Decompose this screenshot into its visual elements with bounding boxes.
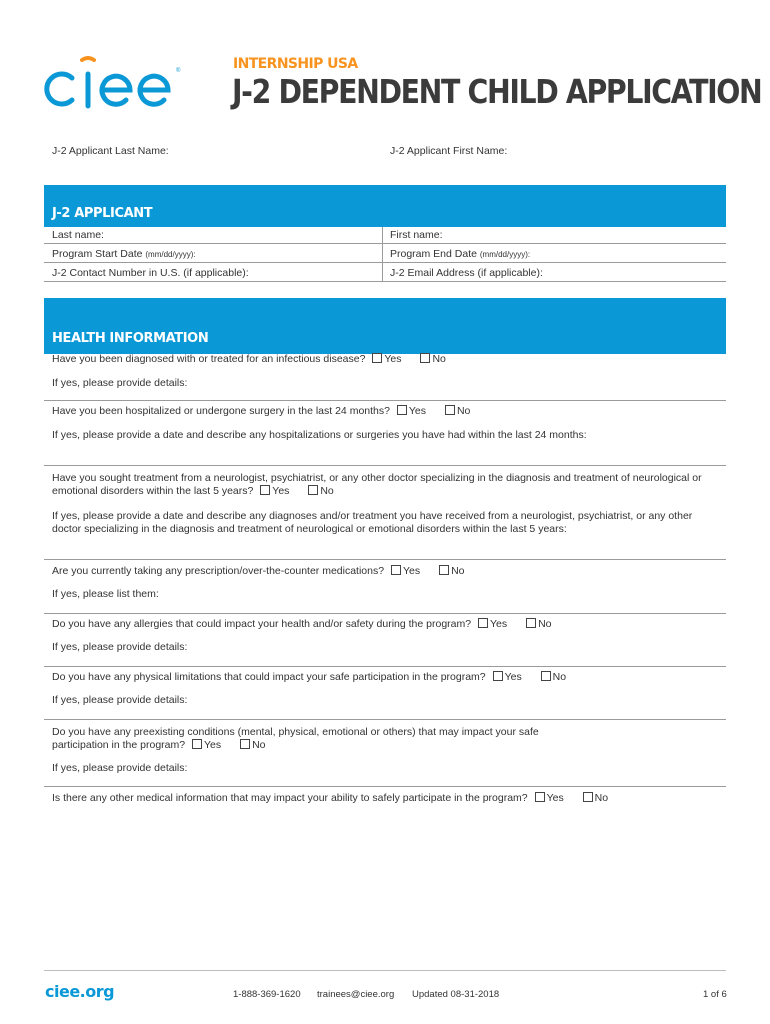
footer-updated: Updated 08-31-2018 <box>412 989 500 1000</box>
details-field-q1[interactable]: If yes, please provide details: <box>52 377 188 389</box>
question-allergies <box>52 618 724 631</box>
checkbox-icon[interactable] <box>192 739 202 749</box>
start-date-label: Program Start Date <box>52 248 143 260</box>
start-date-format: (mm/dd/yyyy): <box>145 250 196 259</box>
email-address-field[interactable]: J-2 Email Address (if applicable): <box>390 267 543 279</box>
details-field-q5[interactable]: If yes, please provide details: <box>52 641 188 653</box>
question-text: Are you currently taking any prescription/over-the-counter medications? <box>52 565 385 577</box>
checkbox-icon[interactable] <box>541 671 551 681</box>
yes-option[interactable]: Yes <box>188 739 221 752</box>
footer-email: trainees@ciee.org <box>317 989 395 1000</box>
no-option[interactable]: No <box>435 565 464 578</box>
program-start-date-field[interactable] <box>52 248 196 260</box>
question-text: Have you been hospitalized or undergone surgery in the last 24 months? <box>52 405 390 417</box>
checkbox-icon[interactable] <box>493 671 503 681</box>
checkbox-icon[interactable] <box>445 405 455 415</box>
no-option[interactable]: No <box>236 739 265 752</box>
logo-letter-e2 <box>140 76 168 104</box>
question-preexisting-conditions <box>52 726 552 752</box>
yes-option[interactable]: Yes <box>474 618 507 631</box>
no-option[interactable]: No <box>579 792 608 805</box>
question-medications <box>52 565 724 578</box>
checkbox-icon[interactable] <box>535 792 545 802</box>
details-field-q2[interactable]: If yes, please provide a date and describe any hospitalizations or surgeries you have had within the last 24 months: <box>52 429 587 441</box>
details-field-q4[interactable]: If yes, please list them: <box>52 588 159 600</box>
yes-option[interactable]: Yes <box>387 565 420 578</box>
checkbox-icon[interactable] <box>260 485 270 495</box>
question-neurologist <box>52 472 724 498</box>
yes-option[interactable]: Yes <box>531 792 564 805</box>
logo-smile <box>82 58 94 60</box>
question-text: Have you sought treatment from a neurologist, psychiatrist, or any other doctor specializing in the diagnosis and treatment of neurological or emotional disorders within the last 5 years? <box>52 472 702 497</box>
health-section-heading: HEALTH INFORMATION <box>52 331 209 346</box>
no-option[interactable]: No <box>416 353 445 366</box>
question-text: Have you been diagnosed with or treated for an infectious disease? <box>52 353 366 365</box>
end-date-format: (mm/dd/yyyy): <box>479 250 531 259</box>
yes-option[interactable]: Yes <box>368 353 401 366</box>
program-end-date-field[interactable] <box>390 248 530 260</box>
no-option[interactable]: No <box>537 671 566 684</box>
divider <box>44 281 726 282</box>
column-divider <box>382 227 383 282</box>
divider <box>44 613 726 614</box>
details-field-q7[interactable]: If yes, please provide details: <box>52 762 188 774</box>
checkbox-icon[interactable] <box>372 353 382 363</box>
checkbox-icon[interactable] <box>240 739 250 749</box>
program-kicker: INTERNSHIP USA <box>233 56 358 72</box>
divider <box>44 786 726 787</box>
divider <box>44 262 726 263</box>
details-field-q6[interactable]: If yes, please provide details: <box>52 694 188 706</box>
divider <box>44 719 726 720</box>
footer-logo: ciee.org <box>45 982 115 1001</box>
divider <box>44 400 726 401</box>
first-name-field[interactable]: First name: <box>390 229 443 241</box>
footer-divider <box>44 970 726 971</box>
end-date-label: Program End Date <box>390 248 477 260</box>
question-text: Do you have any allergies that could impact your health and/or safety during the program? <box>52 618 472 630</box>
yes-option[interactable]: Yes <box>489 671 522 684</box>
question-text: Do you have any preexisting conditions (mental, physical, emotional or others) that may impact your safe participation in the program? <box>52 726 539 751</box>
no-option[interactable]: No <box>304 485 333 498</box>
question-other-medical <box>52 792 724 805</box>
header-first-name-label: J-2 Applicant First Name: <box>390 145 508 157</box>
applicant-section-heading: J-2 APPLICANT <box>52 206 153 221</box>
no-option[interactable]: No <box>522 618 551 631</box>
logo-letter-e1 <box>102 76 130 104</box>
checkbox-icon[interactable] <box>439 565 449 575</box>
divider <box>44 666 726 667</box>
last-name-field[interactable]: Last name: <box>52 229 104 241</box>
yes-option[interactable]: Yes <box>393 405 426 418</box>
page-title: J-2 DEPENDENT CHILD APPLICATION <box>232 72 762 111</box>
question-text: Is there any other medical information that may impact your ability to safely participate in the program? <box>52 792 528 804</box>
ciee-logo <box>44 48 186 112</box>
checkbox-icon[interactable] <box>478 618 488 628</box>
header-last-name-label: J-2 Applicant Last Name: <box>52 145 169 157</box>
checkbox-icon[interactable] <box>391 565 401 575</box>
divider <box>44 559 726 560</box>
question-physical-limitations <box>52 671 724 684</box>
logo-letter-c <box>47 74 72 104</box>
no-option[interactable]: No <box>441 405 470 418</box>
yes-option[interactable]: Yes <box>256 485 289 498</box>
footer-phone: 1-888-369-1620 <box>233 989 301 1000</box>
checkbox-icon[interactable] <box>526 618 536 628</box>
checkbox-icon[interactable] <box>420 353 430 363</box>
question-infectious-disease <box>52 353 724 366</box>
checkbox-icon[interactable] <box>583 792 593 802</box>
divider <box>44 243 726 244</box>
page-number: 1 of 6 <box>703 989 727 1000</box>
details-field-q3[interactable]: If yes, please provide a date and describe any diagnoses and/or treatment you have received from a neurologist, psychiatrist, or any other doctor specializing in the diagnosis and treatment of neurological or emotional disorders within the last 5 years: <box>52 510 693 535</box>
checkbox-icon[interactable] <box>308 485 318 495</box>
divider <box>44 465 726 466</box>
question-hospitalized <box>52 405 724 418</box>
logo-registered: ® <box>176 68 181 74</box>
contact-number-field[interactable]: J-2 Contact Number in U.S. (if applicable): <box>52 267 249 279</box>
question-text: Do you have any physical limitations that could impact your safe participation in the program? <box>52 671 486 683</box>
checkbox-icon[interactable] <box>397 405 407 415</box>
